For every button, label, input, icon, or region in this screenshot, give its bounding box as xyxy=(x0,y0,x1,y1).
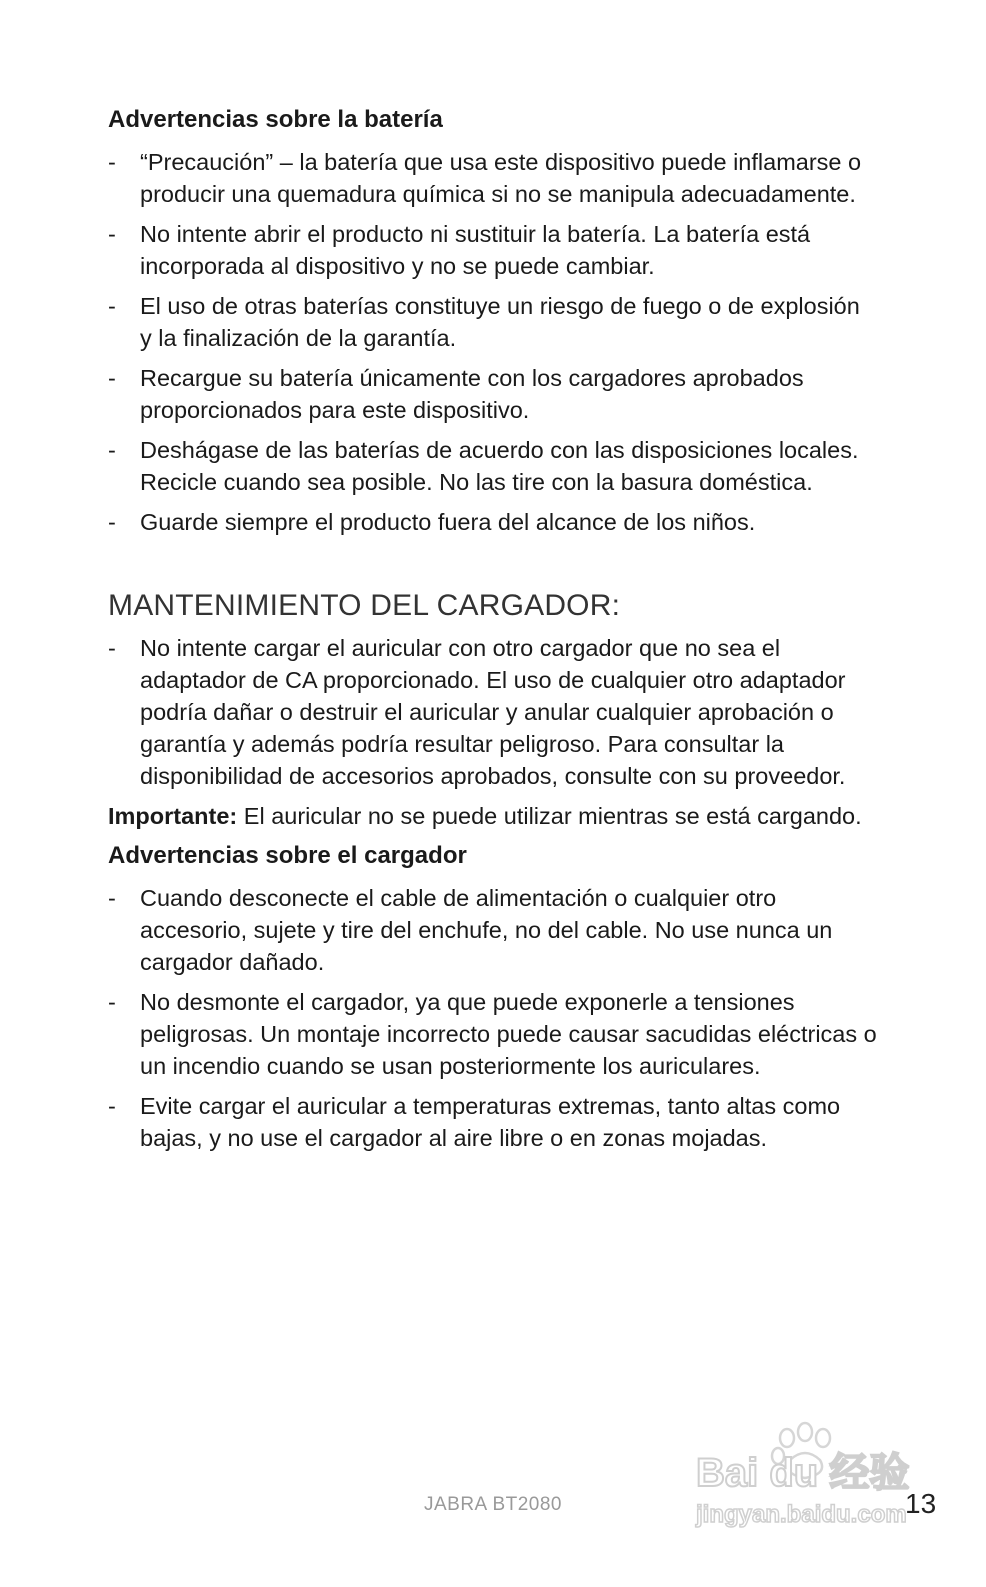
list-item-text: Deshágase de las baterías de acuerdo con las disposiciones locales. Recicle cuando sea posible. No las tire con la basura doméstica. xyxy=(140,437,859,495)
battery-warnings-heading: Advertencias sobre la batería xyxy=(108,106,443,133)
watermark-brand: Bai du 经验 xyxy=(696,1451,910,1495)
list-item xyxy=(108,632,878,792)
list-item-text: Guarde siempre el producto fuera del alcance de los niños. xyxy=(140,509,756,535)
bullet-dash: - xyxy=(108,437,116,463)
list-item xyxy=(108,506,878,538)
bullet-dash: - xyxy=(108,635,116,661)
important-text: El auricular no se puede utilizar mientras se está cargando. xyxy=(237,803,862,829)
bullet-dash: - xyxy=(108,989,116,1015)
list-item-text: Evite cargar el auricular a temperaturas extremas, tanto altas como bajas, y no use el cargador al aire libre o en zonas mojadas. xyxy=(140,1093,841,1151)
baidu-watermark xyxy=(692,1418,917,1533)
battery-warnings-list xyxy=(108,146,878,538)
list-item-text: Cuando desconecte el cable de alimentación o cualquier otro accesorio, sujete y tire del enchufe, no del cable. No use nunca un cargador dañado. xyxy=(140,885,833,975)
bullet-dash: - xyxy=(108,1093,116,1119)
bullet-dash: - xyxy=(108,221,116,247)
list-item-text: No desmonte el cargador, ya que puede exponerle a tensiones peligrosas. Un montaje incorrecto puede causar sacudidas eléctricas o un incendio cuando se usan posteriormente los auriculares. xyxy=(140,989,877,1079)
charger-maintenance-list xyxy=(108,632,878,792)
list-item xyxy=(108,362,878,426)
charger-maintenance-heading: MANTENIMIENTO DEL CARGADOR: xyxy=(108,589,621,622)
charger-warnings-list xyxy=(108,882,878,1154)
list-item-text: No intente abrir el producto ni sustituir la batería. La batería está incorporada al dispositivo y no se puede cambiar. xyxy=(140,221,811,279)
page-number: 13 xyxy=(905,1488,937,1519)
list-item-text: El uso de otras baterías constituye un riesgo de fuego o de explosión y la finalización de la garantía. xyxy=(140,293,860,351)
list-item xyxy=(108,146,878,210)
list-item xyxy=(108,290,878,354)
bullet-dash: - xyxy=(108,509,116,535)
list-item-text: Recargue su batería únicamente con los cargadores aprobados proporcionados para este dispositivo. xyxy=(140,365,804,423)
bullet-dash: - xyxy=(108,149,116,175)
document-page xyxy=(108,104,878,1162)
list-item xyxy=(108,434,878,498)
footer-product-name: JABRA BT2080 xyxy=(423,1494,563,1515)
list-item xyxy=(108,986,878,1082)
list-item-text: “Precaución” – la batería que usa este dispositivo puede inflamarse o producir una quemadura química si no se manipula adecuadamente. xyxy=(140,149,862,207)
bullet-dash: - xyxy=(108,885,116,911)
list-item xyxy=(108,218,878,282)
list-item xyxy=(108,882,878,978)
list-item-text: No intente cargar el auricular con otro cargador que no sea el adaptador de CA proporcionado. El uso de cualquier otro adaptador podría dañar o destruir el auricular y anular cualquier aprobación o garantía y además podría resultar peligroso. Para consultar la disponibilidad de accesorios aprobados, consulte con su proveedor. xyxy=(140,635,846,789)
bullet-dash: - xyxy=(108,293,116,319)
important-note xyxy=(108,800,878,832)
important-label: Importante: xyxy=(108,803,238,829)
list-item xyxy=(108,1090,878,1154)
charger-warnings-heading: Advertencias sobre el cargador xyxy=(108,842,467,869)
watermark-url: jingyan.baidu.com xyxy=(696,1501,907,1528)
bullet-dash: - xyxy=(108,365,116,391)
